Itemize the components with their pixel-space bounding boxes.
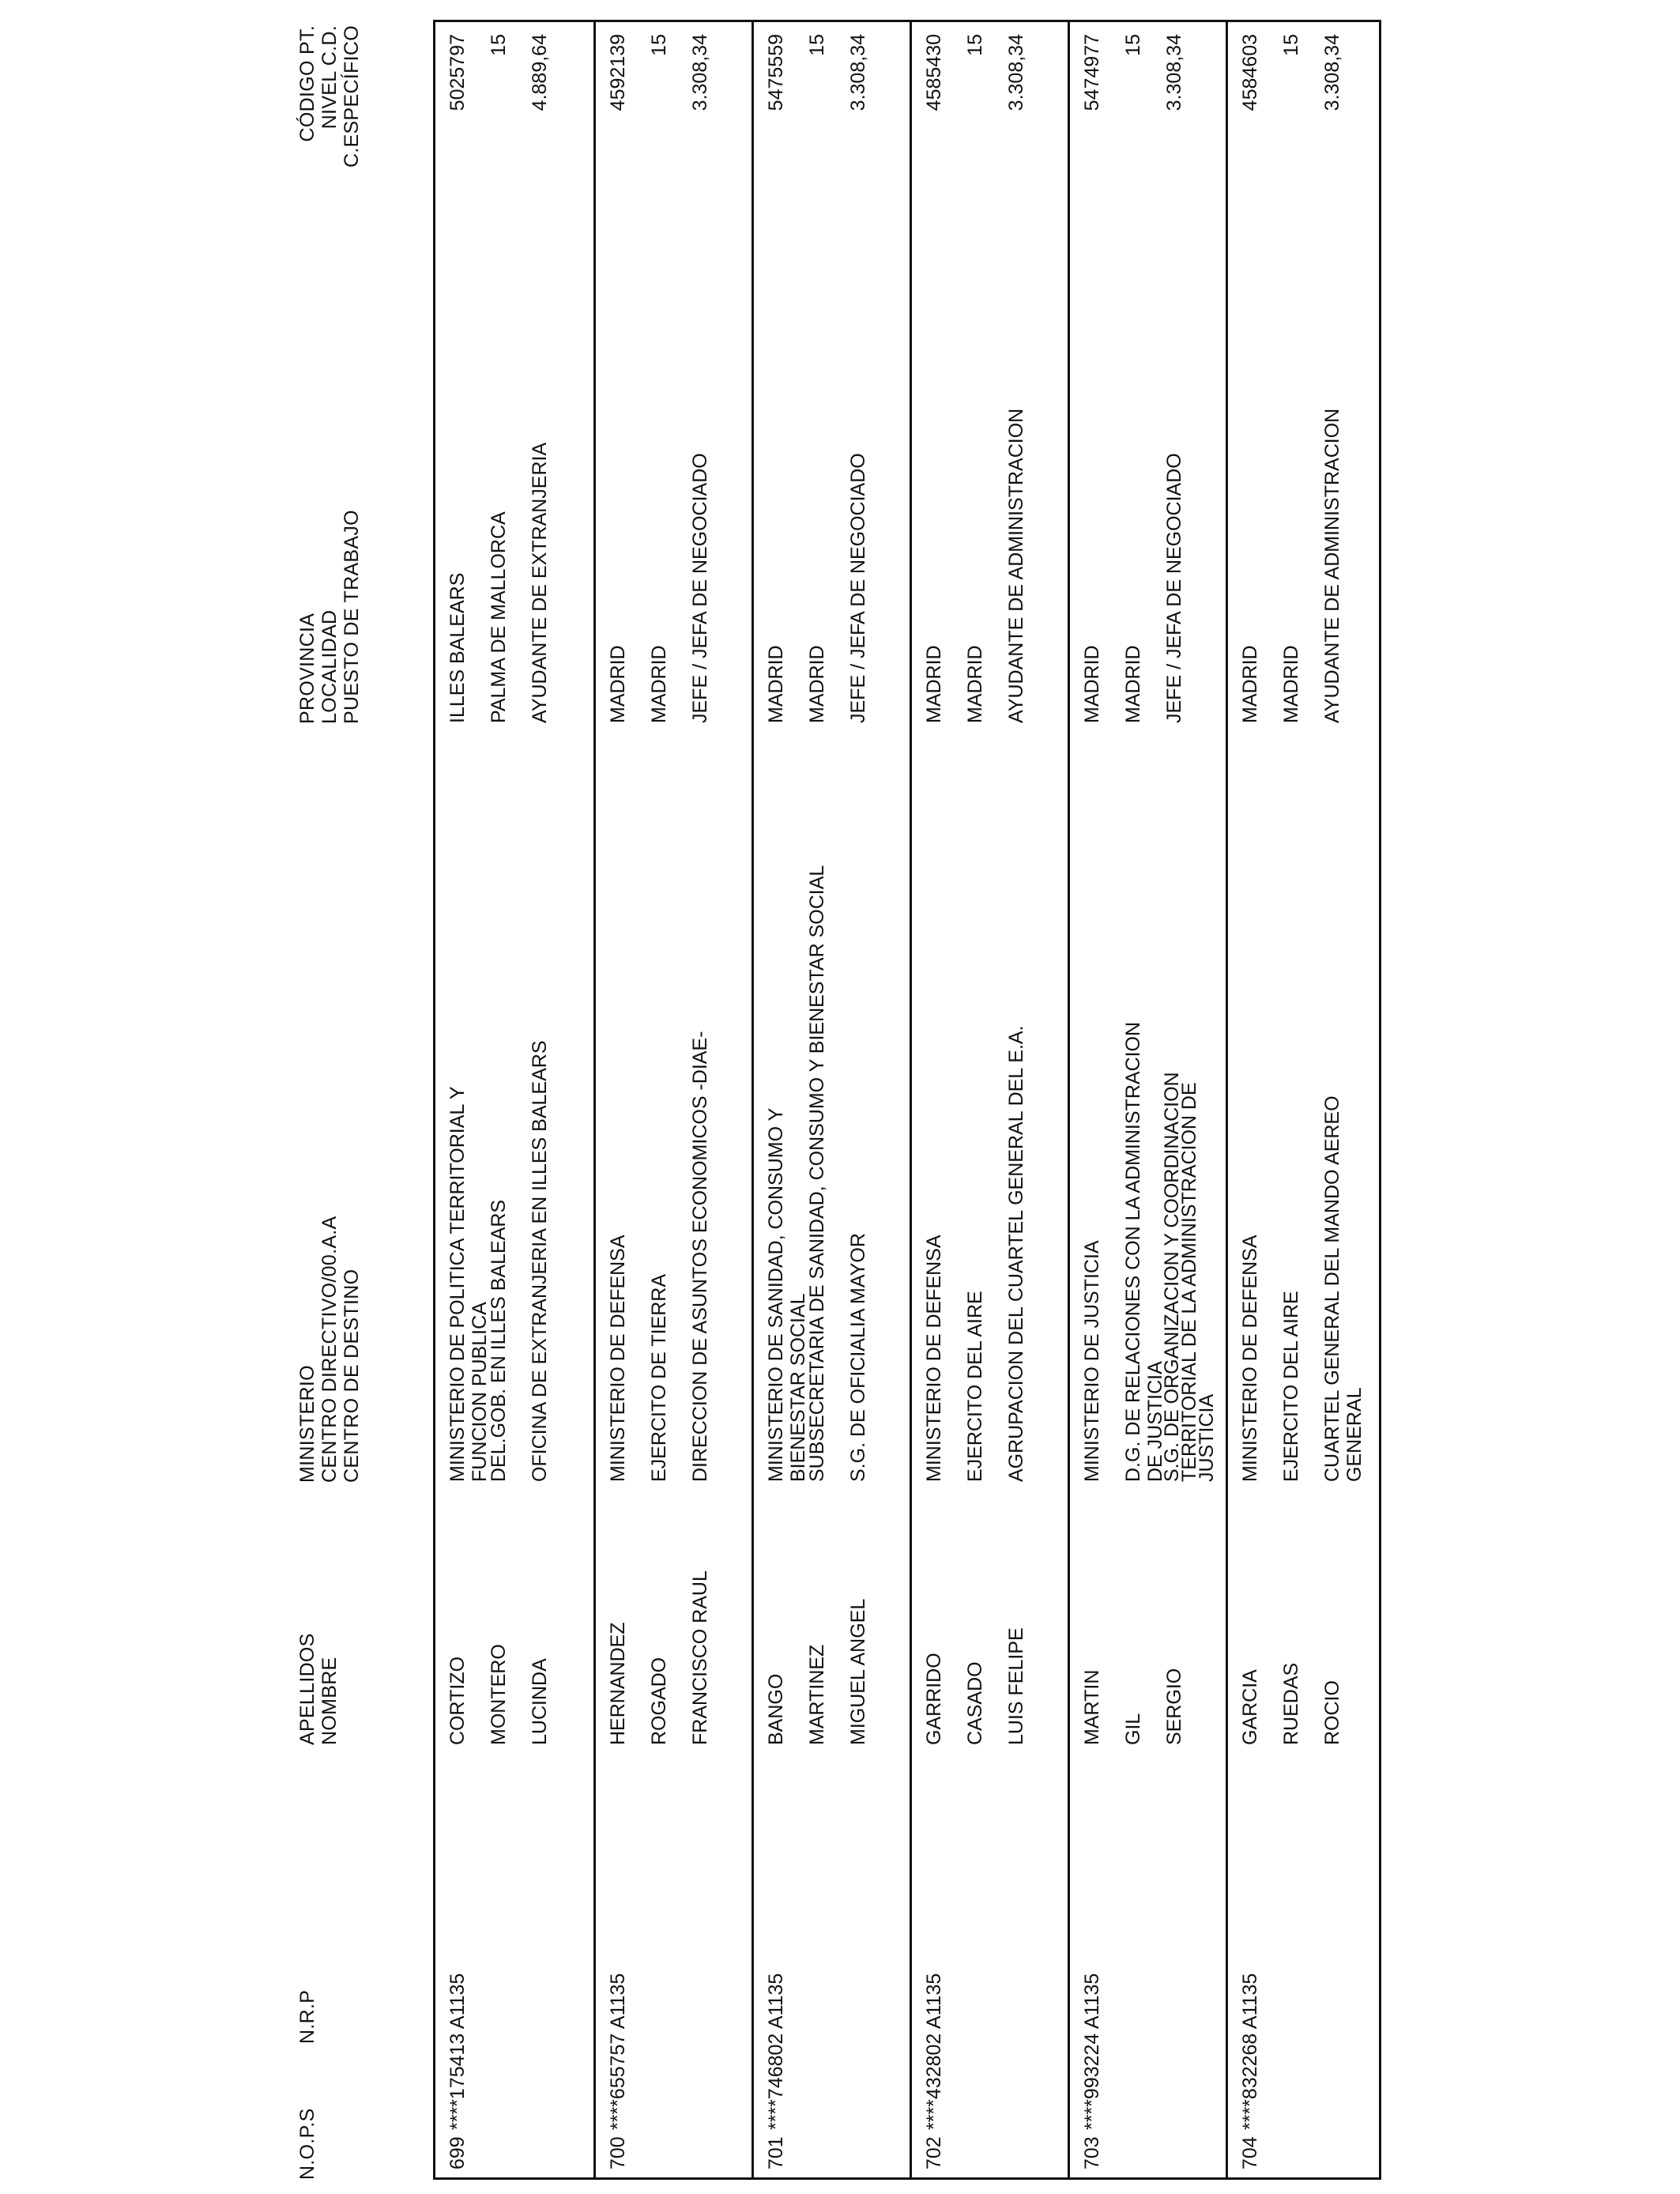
header-nombre-label: NOMBRE	[318, 1657, 341, 1745]
provincia-cell: MADRID	[1239, 645, 1261, 723]
centro-directivo-cell: EJERCITO DEL AIRE	[1280, 1291, 1302, 1482]
provincia-cell: MADRID	[765, 645, 787, 723]
codigo-cell: 5475559	[765, 34, 787, 111]
apellido1-cell: GARCIA	[1239, 1669, 1261, 1745]
header-codigo-nivel-especifico	[296, 25, 363, 194]
centro-destino-cell: DIRECCION DE ASUNTOS ECONOMICOS -DIAE-	[689, 1031, 711, 1482]
centro-directivo-cell: D.G. DE RELACIONES CON LA ADMINISTRACION DE JUSTICIA	[1122, 1021, 1166, 1482]
especifico-cell: 3.308,34	[1005, 34, 1027, 111]
localidad-cell: MADRID	[648, 645, 670, 723]
especifico-cell: 3.308,34	[689, 34, 711, 111]
nrp-cell: ****746802 A1135	[765, 1973, 787, 2130]
centro-directivo-cell: EJERCITO DEL AIRE	[964, 1291, 986, 1482]
provincia-cell: MADRID	[1081, 645, 1103, 723]
puesto-cell: JEFE / JEFA DE NEGOCIADO	[689, 453, 711, 723]
apellido2-cell: GIL	[1122, 1713, 1144, 1745]
ministerio-cell: MINISTERIO DE SANIDAD, CONSUMO Y BIENESTAR SOCIAL	[765, 1108, 809, 1482]
puesto-cell: JEFE / JEFA DE NEGOCIADO	[1163, 453, 1185, 723]
table-row	[593, 22, 754, 2177]
nombre-cell: SERGIO	[1163, 1668, 1185, 1745]
localidad-cell: PALMA DE MALLORCA	[488, 511, 510, 723]
nivel-cell: 15	[964, 34, 986, 56]
header-apellidos-nombre	[296, 1633, 341, 1745]
localidad-cell: MADRID	[1280, 645, 1302, 723]
apellido1-cell: CORTIZO	[446, 1656, 469, 1745]
header-apellidos-label: APELLIDOS	[296, 1633, 318, 1745]
header-codigo-label: CÓDIGO PT.	[296, 25, 318, 142]
centro-directivo-cell: SUBSECRETARIA DE SANIDAD, CONSUMO Y BIENESTAR SOCIAL	[806, 865, 828, 1482]
apellido1-cell: BANGO	[765, 1673, 787, 1745]
nivel-cell: 15	[1122, 34, 1144, 56]
apellido1-cell: HERNANDEZ	[607, 1622, 629, 1745]
especifico-cell: 3.308,34	[1163, 34, 1185, 111]
nrp-cell: ****655757 A1135	[607, 1973, 629, 2130]
ministerio-cell: MINISTERIO DE DEFENSA	[1239, 1235, 1261, 1482]
centro-directivo-cell: DEL.GOB. EN ILLES BALEARS	[488, 1199, 510, 1482]
codigo-cell: 4585430	[923, 34, 945, 111]
centro-destino-cell: S.G. DE ORGANIZACION Y COORDINACION TERRITORIAL DE LA ADMINISTRACION DE JUSTICIA	[1161, 1072, 1218, 1482]
nrp-cell: ****432802 A1135	[923, 1973, 945, 2130]
ministerio-cell: MINISTERIO DE DEFENSA	[923, 1235, 945, 1482]
centro-destino-cell: S.G. DE OFICIALIA MAYOR	[847, 1233, 869, 1482]
nops-cell: 704	[1239, 2136, 1261, 2169]
apellido2-cell: MARTINEZ	[806, 1644, 828, 1745]
header-centro-directivo-label: CENTRO DIRECTIVO/00.A.A	[318, 1216, 341, 1483]
nops-cell: 701	[765, 2136, 787, 2169]
centro-destino-cell: OFICINA DE EXTRANJERIA EN ILLES BALEARS	[529, 1040, 551, 1482]
codigo-cell: 5474977	[1081, 34, 1103, 111]
puesto-cell: AYUDANTE DE ADMINISTRACION	[1321, 408, 1343, 723]
apellido2-cell: ROGADO	[648, 1657, 670, 1745]
nivel-cell: 15	[648, 34, 670, 56]
centro-directivo-cell: EJERCITO DE TIERRA	[648, 1273, 670, 1482]
nops-cell: 702	[923, 2136, 945, 2169]
header-provincia-label: PROVINCIA	[296, 613, 318, 724]
nops-cell: 700	[607, 2136, 629, 2169]
header-provincia-localidad-puesto	[296, 510, 363, 724]
header-nrp	[296, 1990, 318, 2044]
header-nivel-label: NIVEL C.D.	[318, 25, 341, 130]
nrp-cell: ****993224 A1135	[1081, 1973, 1103, 2130]
codigo-cell: 4592139	[607, 34, 629, 111]
ministerio-cell: MINISTERIO DE POLITICA TERRITORIAL Y FUNCION PUBLICA	[446, 1086, 491, 1482]
nivel-cell: 15	[1280, 34, 1302, 56]
centro-destino-cell: AGRUPACION DEL CUARTEL GENERAL DEL E.A.	[1005, 1025, 1027, 1482]
nrp-cell: ****175413 A1135	[446, 1973, 469, 2130]
ministerio-cell: MINISTERIO DE DEFENSA	[607, 1235, 629, 1482]
localidad-cell: MADRID	[964, 645, 986, 723]
nombre-cell: FRANCISCO RAUL	[689, 1570, 711, 1745]
especifico-cell: 3.308,34	[1321, 34, 1343, 111]
header-puesto-label: PUESTO DE TRABAJO	[341, 510, 363, 724]
especifico-cell: 4.889,64	[529, 34, 551, 111]
centro-destino-cell: CUARTEL GENERAL DEL MANDO AEREO GENERAL	[1321, 1095, 1365, 1482]
nrp-cell: ****832268 A1135	[1239, 1973, 1261, 2130]
nombre-cell: LUCINDA	[529, 1658, 551, 1745]
codigo-cell: 4584603	[1239, 34, 1261, 111]
localidad-cell: MADRID	[806, 645, 828, 723]
table-row	[1226, 22, 1386, 2177]
apellido1-cell: GARRIDO	[923, 1653, 945, 1745]
nombre-cell: MIGUEL ANGEL	[847, 1598, 869, 1745]
puesto-cell: JEFE / JEFA DE NEGOCIADO	[847, 453, 869, 723]
puesto-cell: AYUDANTE DE ADMINISTRACION	[1005, 408, 1027, 723]
nivel-cell: 15	[806, 34, 828, 56]
nivel-cell: 15	[488, 34, 510, 56]
nombre-cell: ROCIO	[1321, 1680, 1343, 1745]
ministerio-cell: MINISTERIO DE JUSTICIA	[1081, 1240, 1103, 1482]
puesto-cell: AYUDANTE DE EXTRANJERIA	[529, 442, 551, 723]
header-localidad-label: LOCALIDAD	[318, 609, 341, 724]
nops-cell: 699	[446, 2136, 469, 2169]
codigo-cell: 5025797	[446, 34, 469, 111]
especifico-cell: 3.308,34	[847, 34, 869, 111]
records-table	[433, 20, 1381, 2180]
provincia-cell: ILLES BALEARS	[446, 572, 469, 723]
table-row	[910, 22, 1070, 2177]
nops-cell: 703	[1081, 2136, 1103, 2169]
header-ministerio-centros	[296, 1216, 363, 1483]
apellido2-cell: MONTERO	[488, 1644, 510, 1745]
provincia-cell: MADRID	[923, 645, 945, 723]
header-nops	[296, 2108, 318, 2180]
table-row	[435, 22, 593, 2177]
table-row	[751, 22, 912, 2177]
table-row	[1068, 22, 1228, 2177]
apellido1-cell: MARTIN	[1081, 1669, 1103, 1745]
apellido2-cell: RUEDAS	[1280, 1662, 1302, 1745]
provincia-cell: MADRID	[607, 645, 629, 723]
header-nops-label: N.O.P.S	[296, 2108, 318, 2180]
localidad-cell: MADRID	[1122, 645, 1144, 723]
nombre-cell: LUIS FELIPE	[1005, 1627, 1027, 1745]
header-ministerio-label: MINISTERIO	[296, 1365, 318, 1483]
header-centro-destino-label: CENTRO DE DESTINO	[341, 1269, 363, 1483]
header-nrp-label: N.R.P	[296, 1989, 318, 2044]
apellido2-cell: CASADO	[964, 1661, 986, 1745]
header-especifico-label: C.ESPECÍFICO	[341, 25, 363, 168]
